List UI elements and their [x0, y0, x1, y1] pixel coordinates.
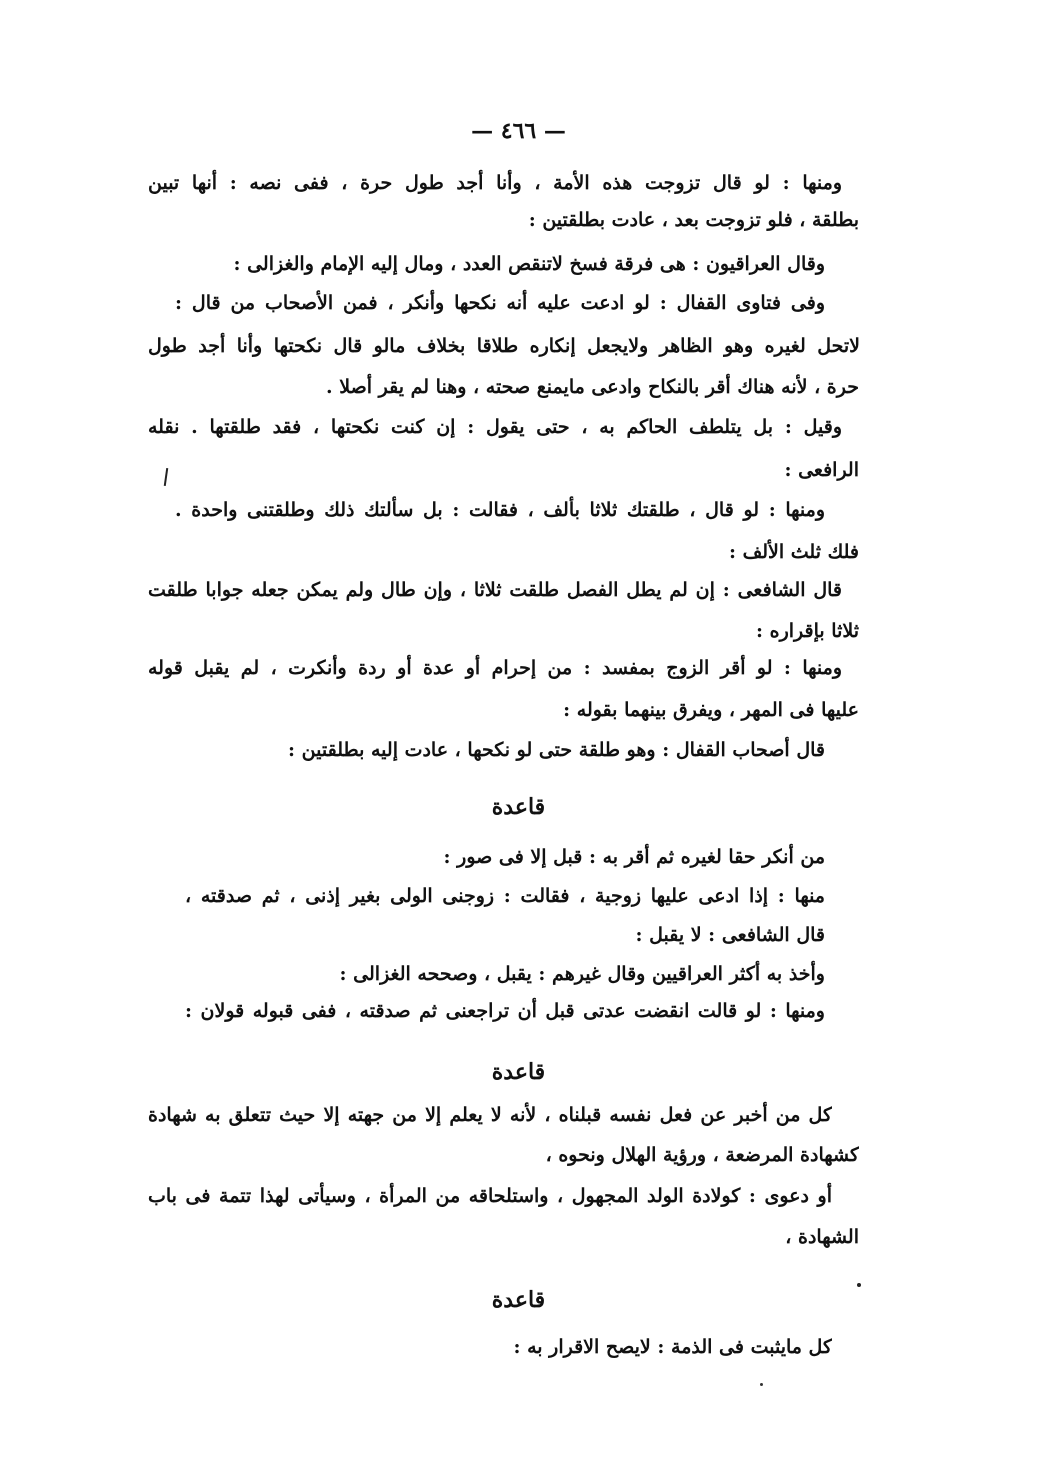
scan-speck: [857, 1283, 861, 1287]
text-line: كل مايثبت فى الذمة : لايصح الاقرار به :: [513, 1336, 832, 1358]
text-line: من أنكر حقا لغيره ثم أقر به : قبل إلا فى صور :: [443, 846, 825, 868]
text-line: ومنها : لو أقر الزوج بمفسد : من إحرام أو عدة أو ردة وأنكرت ، لم يقبل قوله: [148, 657, 842, 679]
text-line: ومنها : لو قالت انقضت عدتى قبل أن تراجعنى ثم صدقته ، ففى قبوله قولان :: [185, 1000, 825, 1022]
text-line: عليها فى المهر ، ويفرق بينهما بقوله :: [563, 699, 859, 721]
scan-mark: [164, 468, 168, 486]
text-line: ومنها : لو قال ، طلقتك ثلاثا بألف ، فقالت : بل سألتك ذلك وطلقتنى واحدة .: [175, 499, 825, 521]
text-line: قال أصحاب القفال : وهو طلقة حتى لو نكحها ، عادت إليه بطلقتين :: [288, 739, 825, 761]
text-line: وأخذ به أكثر العراقيين وقال غيرهم : يقبل ، وصححه الغزالى :: [339, 963, 825, 985]
text-line: منها : إذا ادعى عليها زوجية ، فقالت : زوجنى الولى بغير إذنى ، ثم صدقته ،: [185, 885, 825, 907]
page-number: — ٤٦٦ —: [471, 118, 566, 144]
text-line: لاتحل لغيره وهو الظاهر ولايجعل إنكاره طلاقا بخلاف مالو قال نكحتها وأنا أجد طول: [148, 335, 860, 357]
text-line: حرة ، لأنه هناك أقر بالنكاح وادعى مايمنع صحته ، وهنا لم يقر أصلا .: [326, 376, 859, 398]
text-line: وقال العراقيون : هى فرقة فسخ لاتنقص العدد ، ومال إليه الإمام والغزالى :: [233, 253, 825, 275]
text-line: ومنها : لو قال تزوجت هذه الأمة ، وأنا أجد طول حرة ، ففى نصه : أنها تبين: [148, 172, 842, 194]
text-line: ثلاثا بإقراره :: [756, 620, 859, 642]
text-line: بطلقة ، فلو تزوجت بعد ، عادت بطلقتين :: [528, 209, 859, 231]
text-line: قال الشافعى : لا يقبل :: [635, 924, 825, 946]
text-line: الشهادة ،: [785, 1226, 859, 1248]
text-line: فلك ثلث الألف :: [728, 541, 859, 563]
text-line: الرافعى :: [784, 459, 859, 481]
section-heading: قاعدة: [491, 1059, 546, 1085]
text-line: كشهادة المرضعة ، ورؤية الهلال ونحوه ،: [545, 1144, 859, 1166]
text-line: قال الشافعى : إن لم يطل الفصل طلقت ثلاثا ، وإن طال ولم يمكن جعله جوابا طلقت: [148, 579, 842, 601]
text-line: وفى فتاوى القفال : لو ادعت عليه أنه نكحها وأنكر ، فمن الأصحاب من قال :: [175, 292, 825, 314]
text-line: أو دعوى : كولادة الولد المجهول ، واستلحاقه من المرأة ، وسيأتى لهذا تتمة فى باب: [148, 1185, 832, 1207]
text-line: وقيل : بل يتلطف الحاكم به ، حتى يقول : إن كنت نكحتها ، فقد طلقتها . نقله: [148, 416, 842, 438]
section-heading: قاعدة: [491, 794, 546, 820]
section-heading: قاعدة: [491, 1287, 546, 1313]
scan-speck: [760, 1383, 763, 1386]
text-line: كل من أخبر عن فعل نفسه قبلناه ، لأنه لا يعلم إلا من جهته إلا حيث تتعلق به شهادة: [148, 1104, 832, 1126]
